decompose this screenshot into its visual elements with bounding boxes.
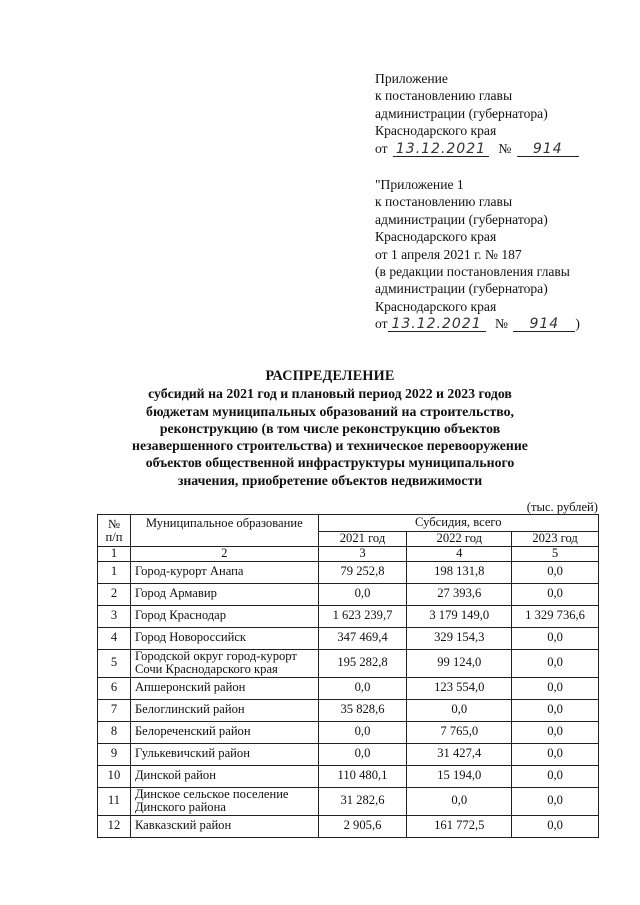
table-row [98, 765, 599, 787]
table-row [98, 677, 599, 699]
row-number: 4 [98, 627, 131, 649]
title-line: незавершенного строительства) и техническое перевооружение [132, 438, 528, 454]
municipality-name: Белореченский район [130, 721, 318, 743]
value-2023: 0,0 [512, 583, 599, 605]
row-number: 2 [98, 583, 131, 605]
handwritten-number: 914 [517, 142, 579, 157]
value-2022: 7 765,0 [407, 721, 512, 743]
appendix-1-header [375, 176, 580, 333]
row-number: 8 [98, 721, 131, 743]
number-sign: № [498, 140, 512, 156]
title-line: субсидий на 2021 год и плановый период 2022 и 2023 годов [148, 386, 512, 402]
value-2022: 198 131,8 [407, 561, 512, 583]
municipality-name-line: Динского района [134, 800, 226, 814]
value-2023: 0,0 [512, 699, 599, 721]
value-2023: 0,0 [512, 561, 599, 583]
value-2022: 31 427,4 [407, 743, 512, 765]
col-total-header: Субсидия, всего [318, 515, 598, 532]
index-cell: 3 [318, 547, 407, 562]
municipality-name: Апшеронский район [130, 677, 318, 699]
year-header: 2022 год [407, 532, 512, 547]
value-2022: 161 772,5 [407, 815, 512, 837]
value-2022: 99 124,0 [407, 649, 512, 677]
document-title [100, 368, 560, 489]
row-number: 7 [98, 699, 131, 721]
header-line: от 1 апреля 2021 г. № 187 [375, 246, 522, 262]
table-row [98, 743, 599, 765]
municipality-name: Город Новороссийск [130, 627, 318, 649]
row-number: 1 [98, 561, 131, 583]
header-line: к постановлению главы [375, 194, 513, 210]
col-num-header [98, 515, 131, 547]
table-row [98, 787, 599, 815]
col-num-header-b: п/п [105, 529, 123, 544]
col-name-header: Муниципальное образование [130, 515, 318, 547]
handwritten-number: 914 [513, 317, 575, 332]
index-cell: 2 [130, 547, 318, 562]
value-2023: 1 329 736,6 [512, 605, 599, 627]
value-2023: 0,0 [512, 677, 599, 699]
value-2022: 0,0 [407, 699, 512, 721]
value-2021: 1 623 239,7 [318, 605, 407, 627]
table-header-row [98, 515, 599, 532]
value-2021: 110 480,1 [318, 765, 407, 787]
header-line: администрации (губернатора) [375, 211, 548, 227]
municipality-name: Город Армавир [130, 583, 318, 605]
index-cell: 5 [512, 547, 599, 562]
municipality-name: Гулькевичский район [130, 743, 318, 765]
municipality-name [130, 649, 318, 677]
table-row [98, 605, 599, 627]
subsidy-table [97, 514, 599, 838]
municipality-name: Город-курорт Анапа [130, 561, 318, 583]
row-number: 6 [98, 677, 131, 699]
value-2021: 0,0 [318, 743, 407, 765]
table-row [98, 583, 599, 605]
header-line: к постановлению главы [375, 88, 513, 104]
value-2023: 0,0 [512, 765, 599, 787]
municipality-name [130, 787, 318, 815]
header-line: администрации (губернатора) [375, 105, 548, 121]
title-line: бюджетам муниципальных образований на строительство, [146, 403, 514, 419]
table-row [98, 649, 599, 677]
value-2023: 0,0 [512, 743, 599, 765]
col-num-header-a: № [107, 516, 120, 531]
municipality-name-line: Сочи Краснодарского края [134, 662, 278, 676]
header-line: Краснодарского края [375, 123, 497, 139]
value-2022: 15 194,0 [407, 765, 512, 787]
title-line: реконструкцию (в том числе реконструкцию объектов [159, 420, 501, 436]
value-2021: 79 252,8 [318, 561, 407, 583]
value-2023: 0,0 [512, 649, 599, 677]
value-2021: 0,0 [318, 583, 407, 605]
title-line: объектов общественной инфраструктуры муниципального [145, 455, 515, 471]
table-row [98, 561, 599, 583]
appendix-header [375, 70, 579, 157]
title-main: РАСПРЕДЕЛЕНИЕ [265, 368, 395, 384]
header-line: Краснодарского края [375, 298, 497, 314]
municipality-name: Кавказский район [130, 815, 318, 837]
row-number: 10 [98, 765, 131, 787]
units-label: (тыс. рублей) [526, 500, 598, 514]
value-2021: 35 828,6 [318, 699, 407, 721]
year-header: 2023 год [512, 532, 599, 547]
value-2023: 0,0 [512, 815, 599, 837]
row-number: 12 [98, 815, 131, 837]
header-date-line [375, 140, 579, 157]
municipality-name-line: Динское сельское поселение [134, 787, 289, 802]
value-2022: 27 393,6 [407, 583, 512, 605]
value-2022: 3 179 149,0 [407, 605, 512, 627]
value-2021: 2 905,6 [318, 815, 407, 837]
value-2022: 329 154,3 [407, 627, 512, 649]
row-number: 3 [98, 605, 131, 627]
table-row [98, 699, 599, 721]
value-2021: 195 282,8 [318, 649, 407, 677]
header-line: Краснодарского края [375, 229, 497, 245]
table-row [98, 815, 599, 837]
handwritten-date: 13.12.2021 [388, 317, 486, 332]
table-row [98, 721, 599, 743]
municipality-name-line: Городской округ город-курорт [134, 649, 297, 664]
header-line: (в редакции постановления главы [375, 264, 570, 280]
municipality-name: Город Краснодар [130, 605, 318, 627]
number-sign: № [494, 316, 508, 332]
value-2021: 0,0 [318, 677, 407, 699]
value-2022: 0,0 [407, 787, 512, 815]
value-2021: 347 469,4 [318, 627, 407, 649]
value-2023: 0,0 [512, 627, 599, 649]
header-line: Приложение [375, 71, 448, 86]
index-cell: 4 [407, 547, 512, 562]
header-date-line [375, 315, 580, 332]
header-line: администрации (губернатора) [375, 281, 548, 297]
handwritten-date: 13.12.2021 [393, 142, 489, 157]
municipality-name: Динской район [130, 765, 318, 787]
value-2021: 31 282,6 [318, 787, 407, 815]
value-2022: 123 554,0 [407, 677, 512, 699]
municipality-name: Белоглинский район [130, 699, 318, 721]
title-line: значения, приобретение объектов недвижимости [177, 472, 483, 488]
closing-paren: ) [575, 316, 580, 332]
row-number: 9 [98, 743, 131, 765]
value-2021: 0,0 [318, 721, 407, 743]
ot-label: от [375, 316, 388, 332]
ot-label: от [375, 140, 388, 156]
column-index-row [98, 547, 599, 562]
table-row [98, 627, 599, 649]
row-number: 11 [98, 787, 131, 815]
index-cell: 1 [98, 547, 131, 562]
row-number: 5 [98, 649, 131, 677]
value-2023: 0,0 [512, 721, 599, 743]
year-header: 2021 год [318, 532, 407, 547]
header-line: "Приложение 1 [375, 177, 464, 192]
value-2023: 0,0 [512, 787, 599, 815]
